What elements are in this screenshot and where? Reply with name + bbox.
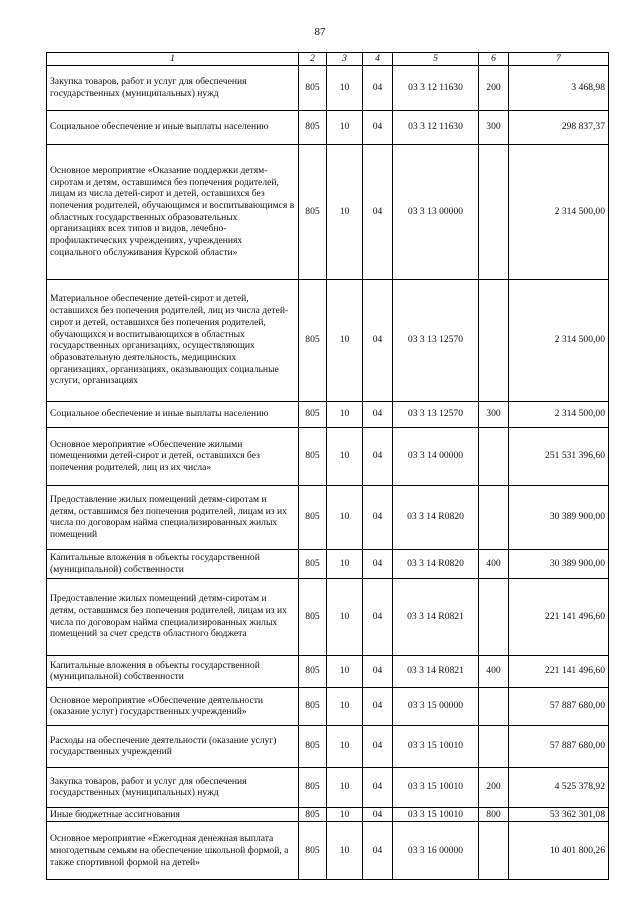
cell-ministry-code: 805	[299, 427, 327, 485]
row-name: Закупка товаров, работ и услуг для обеспечения государственных (муниципальных) нужд	[47, 767, 299, 807]
cell-amount: 2 314 500,00	[509, 279, 609, 401]
cell-section: 10	[327, 144, 363, 279]
table-row	[47, 427, 609, 485]
cell-target-code: 03 3 14 R0820	[393, 485, 479, 549]
cell-subsection: 04	[363, 549, 393, 578]
cell-ministry-code: 805	[299, 401, 327, 427]
cell-subsection: 04	[363, 655, 393, 687]
cell-section: 10	[327, 767, 363, 807]
cell-ministry-code: 805	[299, 767, 327, 807]
cell-subsection: 04	[363, 822, 393, 880]
cell-target-code: 03 3 14 R0820	[393, 549, 479, 578]
table-row	[47, 485, 609, 549]
row-name: Основное мероприятие «Обеспечение деятельности (оказание услуг) государственных учреждений»	[47, 687, 299, 725]
row-name: Основное мероприятие «Обеспечение жилыми помещениями детей-сирот и детей, оставшихся без попечения родителей, лиц из их числа»	[47, 427, 299, 485]
row-name: Социальное обеспечение и иные выплаты населению	[47, 401, 299, 427]
cell-section: 10	[327, 427, 363, 485]
row-name: Капитальные вложения в объекты государственной (муниципальной) собственности	[47, 655, 299, 687]
cell-target-code: 03 3 12 11630	[393, 65, 479, 110]
cell-subsection: 04	[363, 427, 393, 485]
column-header: 3	[327, 53, 363, 66]
table-row	[47, 144, 609, 279]
cell-target-code: 03 3 15 10010	[393, 807, 479, 822]
column-header: 6	[479, 53, 509, 66]
row-name: Предоставление жилых помещений детям-сиротам и детям, оставшимся без попечения родителей, лицам из их числа по договорам найма специализированных жилых помещений за счет средств областного бюджета	[47, 578, 299, 655]
cell-expense-type	[479, 485, 509, 549]
column-header: 1	[47, 53, 299, 66]
cell-subsection: 04	[363, 144, 393, 279]
cell-section: 10	[327, 549, 363, 578]
cell-amount: 298 837,37	[509, 110, 609, 144]
cell-amount: 30 389 900,00	[509, 485, 609, 549]
table-row	[47, 578, 609, 655]
cell-amount: 221 141 496,60	[509, 655, 609, 687]
row-name: Социальное обеспечение и иные выплаты населению	[47, 110, 299, 144]
cell-subsection: 04	[363, 401, 393, 427]
cell-ministry-code: 805	[299, 655, 327, 687]
table-row	[47, 65, 609, 110]
column-header: 2	[299, 53, 327, 66]
column-header: 5	[393, 53, 479, 66]
cell-amount: 3 468,98	[509, 65, 609, 110]
row-name: Основное мероприятие «Оказание поддержки детям-сиротам и детям, оставшимся без попечения родителей, лицам из числа детей-сирот и детей, оставшихся без попечения родителей, обучающимся и воспитывающимся в областных государственных образовательных организациях всех типов и видов, лечебно-профилактических учреждениях, учреждениях социального обслуживания Курской области»	[47, 144, 299, 279]
cell-section: 10	[327, 725, 363, 767]
cell-amount: 2 314 500,00	[509, 144, 609, 279]
cell-section: 10	[327, 807, 363, 822]
table-row	[47, 822, 609, 880]
table-row	[47, 807, 609, 822]
cell-expense-type: 300	[479, 401, 509, 427]
cell-section: 10	[327, 687, 363, 725]
table-row	[47, 725, 609, 767]
table-row	[47, 767, 609, 807]
cell-expense-type: 200	[479, 767, 509, 807]
cell-ministry-code: 805	[299, 110, 327, 144]
cell-expense-type: 300	[479, 110, 509, 144]
cell-subsection: 04	[363, 110, 393, 144]
cell-section: 10	[327, 279, 363, 401]
cell-target-code: 03 3 16 00000	[393, 822, 479, 880]
cell-ministry-code: 805	[299, 65, 327, 110]
cell-section: 10	[327, 65, 363, 110]
table-row	[47, 655, 609, 687]
cell-expense-type: 400	[479, 655, 509, 687]
cell-amount: 251 531 396,60	[509, 427, 609, 485]
cell-subsection: 04	[363, 687, 393, 725]
cell-target-code: 03 3 14 R0821	[393, 655, 479, 687]
cell-target-code: 03 3 15 10010	[393, 725, 479, 767]
cell-amount: 221 141 496,60	[509, 578, 609, 655]
budget-table	[46, 52, 609, 880]
table-row	[47, 401, 609, 427]
table-row	[47, 687, 609, 725]
column-header: 7	[509, 53, 609, 66]
cell-ministry-code: 805	[299, 687, 327, 725]
row-name: Материальное обеспечение детей-сирот и детей, оставшихся без попечения родителей, лиц из числа детей-сирот и детей, оставшихся без попечения родителей, обучающихся и воспитывающихся в областных государственных организациях, осуществляющих образовательную деятельность, медицинских организациях, организациях, оказывающих социальные услуги, организациях	[47, 279, 299, 401]
cell-amount: 10 401 800,26	[509, 822, 609, 880]
cell-subsection: 04	[363, 578, 393, 655]
cell-ministry-code: 805	[299, 485, 327, 549]
cell-target-code: 03 3 14 00000	[393, 427, 479, 485]
cell-ministry-code: 805	[299, 822, 327, 880]
row-name: Иные бюджетные ассигнования	[47, 807, 299, 822]
cell-ministry-code: 805	[299, 807, 327, 822]
column-header: 4	[363, 53, 393, 66]
cell-expense-type	[479, 144, 509, 279]
cell-amount: 53 362 301,08	[509, 807, 609, 822]
cell-ministry-code: 805	[299, 144, 327, 279]
table-row	[47, 279, 609, 401]
table-row	[47, 110, 609, 144]
table-row	[47, 549, 609, 578]
cell-expense-type: 400	[479, 549, 509, 578]
cell-section: 10	[327, 822, 363, 880]
cell-ministry-code: 805	[299, 578, 327, 655]
cell-amount: 57 887 680,00	[509, 687, 609, 725]
cell-expense-type	[479, 279, 509, 401]
cell-target-code: 03 3 13 12570	[393, 401, 479, 427]
cell-section: 10	[327, 578, 363, 655]
row-name: Предоставление жилых помещений детям-сиротам и детям, оставшимся без попечения родителей, лицам из их числа по договорам найма специализированных жилых помещений	[47, 485, 299, 549]
cell-target-code: 03 3 13 00000	[393, 144, 479, 279]
cell-expense-type	[479, 687, 509, 725]
cell-subsection: 04	[363, 279, 393, 401]
row-name: Капитальные вложения в объекты государственной (муниципальной) собственности	[47, 549, 299, 578]
cell-expense-type	[479, 578, 509, 655]
cell-expense-type	[479, 725, 509, 767]
cell-subsection: 04	[363, 807, 393, 822]
cell-expense-type	[479, 427, 509, 485]
cell-amount: 30 389 900,00	[509, 549, 609, 578]
cell-ministry-code: 805	[299, 725, 327, 767]
cell-expense-type: 800	[479, 807, 509, 822]
cell-target-code: 03 3 13 12570	[393, 279, 479, 401]
cell-section: 10	[327, 485, 363, 549]
row-name: Расходы на обеспечение деятельности (оказание услуг) государственных учреждений	[47, 725, 299, 767]
cell-section: 10	[327, 110, 363, 144]
cell-ministry-code: 805	[299, 279, 327, 401]
cell-subsection: 04	[363, 485, 393, 549]
page-number: 87	[314, 26, 326, 38]
cell-expense-type	[479, 822, 509, 880]
cell-subsection: 04	[363, 767, 393, 807]
row-name: Закупка товаров, работ и услуг для обеспечения государственных (муниципальных) нужд	[47, 65, 299, 110]
cell-target-code: 03 3 14 R0821	[393, 578, 479, 655]
cell-amount: 57 887 680,00	[509, 725, 609, 767]
cell-target-code: 03 3 15 00000	[393, 687, 479, 725]
cell-section: 10	[327, 655, 363, 687]
table-header-row	[47, 53, 609, 66]
cell-section: 10	[327, 401, 363, 427]
cell-ministry-code: 805	[299, 549, 327, 578]
row-name: Основное мероприятие «Ежегодная денежная выплата многодетным семьям на обеспечение школьной формой, а также спортивной формой на детей»	[47, 822, 299, 880]
cell-subsection: 04	[363, 725, 393, 767]
cell-target-code: 03 3 15 10010	[393, 767, 479, 807]
cell-amount: 2 314 500,00	[509, 401, 609, 427]
cell-expense-type: 200	[479, 65, 509, 110]
cell-subsection: 04	[363, 65, 393, 110]
cell-target-code: 03 3 12 11630	[393, 110, 479, 144]
cell-amount: 4 525 378,92	[509, 767, 609, 807]
